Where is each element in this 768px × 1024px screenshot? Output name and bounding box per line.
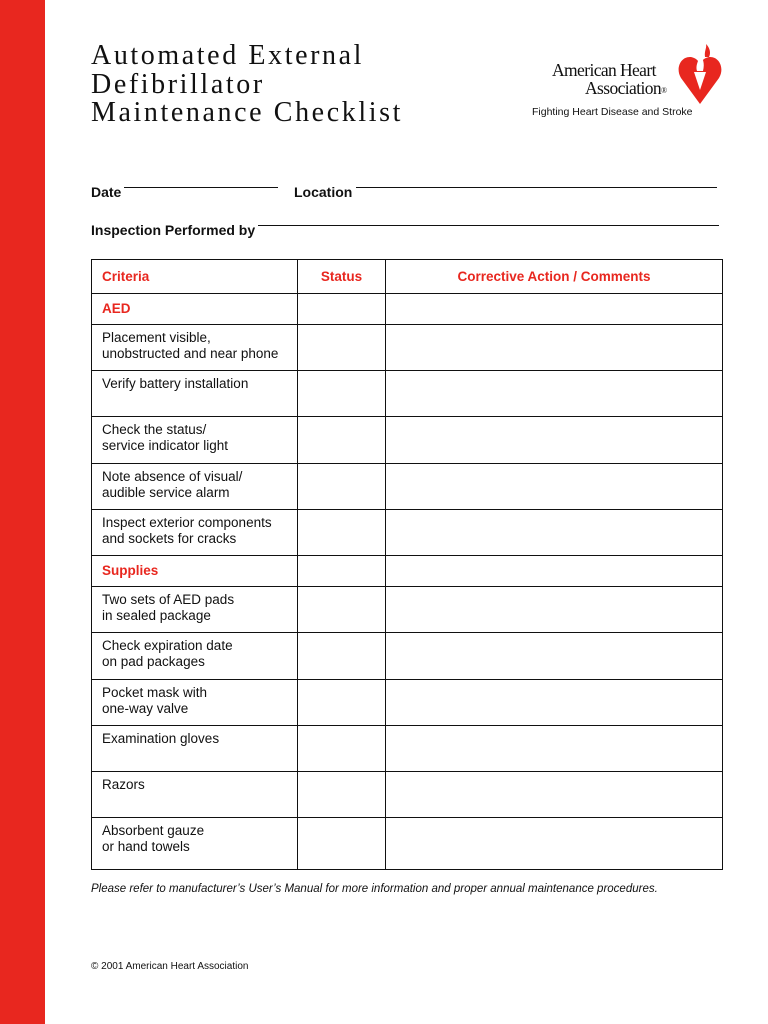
criteria-text: Two sets of AED pads: [102, 592, 235, 607]
heart-torch-icon: [678, 44, 722, 106]
comments-cell[interactable]: [386, 680, 723, 726]
status-cell[interactable]: [298, 417, 386, 464]
comments-cell[interactable]: [386, 417, 723, 464]
date-field[interactable]: [124, 186, 278, 188]
status-cell[interactable]: [298, 818, 386, 870]
criteria-text: and sockets for cracks: [102, 531, 237, 546]
comments-header: Corrective Action / Comments: [386, 260, 723, 294]
criteria-cell: [92, 371, 298, 417]
criteria-text: service indicator light: [102, 438, 229, 453]
criteria-cell: [92, 417, 298, 464]
criteria-cell: [92, 325, 298, 371]
comments-cell[interactable]: [386, 556, 723, 587]
criteria-header: Criteria: [92, 260, 298, 294]
criteria-cell: [92, 510, 298, 556]
criteria-text: Razors: [102, 777, 145, 792]
criteria-text: Inspect exterior components: [102, 515, 272, 530]
status-cell[interactable]: [298, 556, 386, 587]
section-row-supplies: [92, 556, 723, 587]
section-title: Supplies: [92, 556, 298, 587]
comments-cell[interactable]: [386, 371, 723, 417]
criteria-text: unobstructed and near phone: [102, 346, 279, 361]
criteria-cell: [92, 587, 298, 633]
table-row: [92, 726, 723, 772]
header-row: [92, 260, 723, 294]
comments-cell[interactable]: [386, 510, 723, 556]
status-cell[interactable]: [298, 680, 386, 726]
logo-name-line2: [585, 78, 667, 99]
criteria-cell: [92, 680, 298, 726]
criteria-text: Check the status/: [102, 422, 207, 437]
date-label: Date: [91, 184, 122, 200]
comments-cell[interactable]: [386, 633, 723, 680]
status-cell[interactable]: [298, 371, 386, 417]
criteria-text: or hand towels: [102, 839, 190, 854]
comments-cell[interactable]: [386, 818, 723, 870]
status-cell[interactable]: [298, 325, 386, 371]
aha-logo: [532, 42, 740, 122]
left-red-bar: [0, 0, 45, 1024]
copyright: © 2001 American Heart Association: [91, 961, 249, 972]
criteria-text: audible service alarm: [102, 485, 230, 500]
criteria-text: in sealed package: [102, 608, 211, 623]
logo-name-line1: American Heart: [552, 60, 656, 80]
criteria-text: on pad packages: [102, 654, 205, 669]
comments-cell[interactable]: [386, 587, 723, 633]
inspector-field[interactable]: [258, 224, 719, 226]
criteria-text: Note absence of visual/: [102, 469, 243, 484]
document-title: [91, 42, 403, 128]
criteria-cell: [92, 633, 298, 680]
status-cell[interactable]: [298, 633, 386, 680]
criteria-text: Pocket mask with: [102, 685, 208, 700]
table-row: [92, 464, 723, 510]
table-row: [92, 325, 723, 371]
status-header: Status: [298, 260, 386, 294]
comments-cell[interactable]: [386, 772, 723, 818]
status-cell[interactable]: [298, 510, 386, 556]
logo-tagline: Fighting Heart Disease and Stroke: [532, 106, 693, 118]
section-title: AED: [92, 294, 298, 325]
registered-mark: ®: [661, 86, 667, 95]
criteria-text: one-way valve: [102, 701, 189, 716]
title-line: Automated External: [91, 40, 365, 71]
table-row: [92, 587, 723, 633]
table-row: [92, 510, 723, 556]
criteria-cell: [92, 818, 298, 870]
inspector-label: Inspection Performed by: [91, 222, 256, 238]
status-cell[interactable]: [298, 294, 386, 325]
comments-cell[interactable]: [386, 294, 723, 325]
criteria-text: Examination gloves: [102, 731, 220, 746]
criteria-text: Verify battery installation: [102, 376, 249, 391]
comments-cell[interactable]: [386, 325, 723, 371]
table-row: [92, 680, 723, 726]
section-row-aed: [92, 294, 723, 325]
footnote: Please refer to manufacturer’s User’s Manual for more information and proper annual maintenance procedures.: [91, 883, 658, 895]
status-cell[interactable]: [298, 726, 386, 772]
table-row: [92, 417, 723, 464]
table-row: [92, 818, 723, 870]
criteria-text: Absorbent gauze: [102, 823, 205, 838]
status-cell[interactable]: [298, 772, 386, 818]
criteria-cell: [92, 772, 298, 818]
title-line: Maintenance Checklist: [91, 97, 403, 128]
status-cell[interactable]: [298, 464, 386, 510]
comments-cell[interactable]: [386, 726, 723, 772]
criteria-cell: [92, 464, 298, 510]
title-line: Defibrillator: [91, 68, 265, 100]
criteria-text: Check expiration date: [102, 638, 233, 653]
comments-cell[interactable]: [386, 464, 723, 510]
table-row: [92, 371, 723, 417]
logo-name-line2-text: Association: [585, 78, 662, 98]
checklist-table: [91, 259, 723, 870]
criteria-cell: [92, 726, 298, 772]
table-row: [92, 633, 723, 680]
location-label: Location: [294, 184, 353, 200]
criteria-text: Placement visible,: [102, 330, 211, 345]
location-field[interactable]: [356, 186, 717, 188]
status-cell[interactable]: [298, 587, 386, 633]
table-row: [92, 772, 723, 818]
